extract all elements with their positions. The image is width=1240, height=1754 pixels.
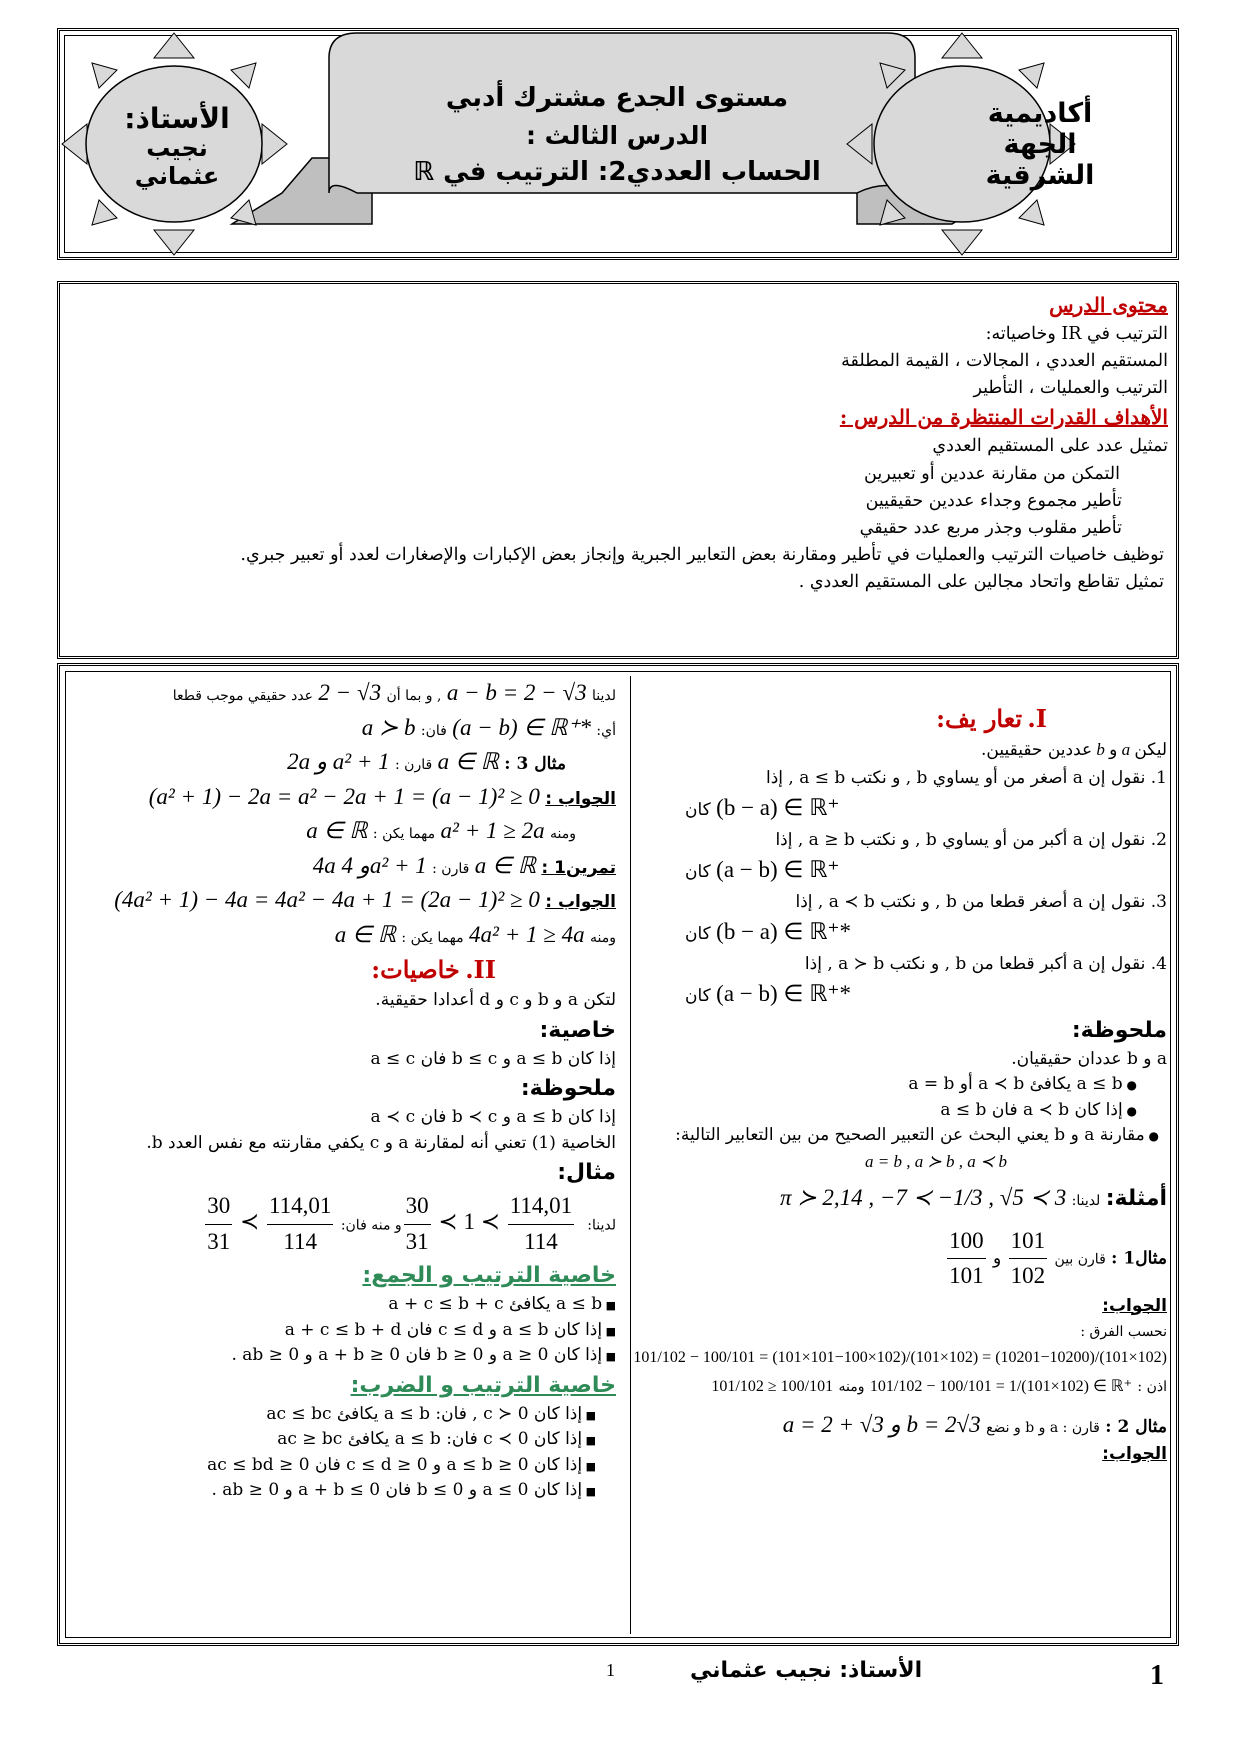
math: 4a و 4a² + 1 xyxy=(312,852,427,878)
answer-label: الجواب : xyxy=(545,788,616,809)
definition-3 xyxy=(645,890,1167,950)
content-title: محتوى الدرس xyxy=(1049,293,1168,317)
text: لدينا: xyxy=(587,1217,616,1234)
difference-line xyxy=(633,1319,1167,1370)
text: أي: xyxy=(596,722,616,739)
academy-line-3: الشرقية xyxy=(985,160,1095,192)
goal-item: توظيف خاصيات الترتيب والعمليات في تأطير ومقارنة بعض التعابير الجبرية وإنجاز بعض الإكبارات والإصغارات لعدد أو تعبير جبري. xyxy=(240,544,1164,565)
examples-title: أمثلة: xyxy=(1105,1186,1167,1211)
examples-line xyxy=(645,1181,1167,1216)
academy-line-1: أكاديمية xyxy=(987,98,1093,129)
text: لدينا xyxy=(591,688,616,704)
column-divider xyxy=(630,676,631,1634)
section-number: I. xyxy=(1027,704,1047,733)
lesson-content xyxy=(70,290,1168,596)
goal-item: تأطير مجموع وجداء عددين حقيقيين xyxy=(865,490,1122,511)
definition-4 xyxy=(645,952,1167,1012)
right-column xyxy=(633,685,1167,1468)
example-math-1: $\frac{30}{31}$ ≺ 1 ≺ $\frac{114,01}{114}$ xyxy=(402,1209,582,1234)
fraction-114-114: $\frac{114,01}{114}$ xyxy=(267,1189,333,1259)
example-3-label: مثال 3 : xyxy=(504,754,566,774)
def-text: نقول إن a أكبر قطعا من b , و نكتب a ≻ b , إذا xyxy=(804,953,1146,974)
answer-3 xyxy=(76,780,616,815)
text: ومنه xyxy=(590,929,616,946)
banner-lesson-number: الدرس الثالث : xyxy=(525,120,709,150)
properties-intro: لتكن a و b و c و d أعدادا حقيقية. xyxy=(375,990,616,1010)
def-condition: (a − b) ∈ ℝ⁺* xyxy=(716,981,852,1006)
note-intro: a و b عددان حقيقيان. xyxy=(1011,1048,1167,1069)
note-2-title: ملحوظة: xyxy=(520,1076,616,1101)
def-text: نقول إن a أصغر من أو يساوي b , و نكتب a ≤ b , إذا xyxy=(766,767,1146,788)
def-cond-label: كان xyxy=(685,862,711,882)
example-1-text: قارن بين xyxy=(1054,1251,1106,1267)
conclusion-4 xyxy=(76,918,616,953)
footer-teacher: الأستاذ: نجيب عثماني xyxy=(690,1658,923,1683)
note-item: ● مقارنة a و b يعني البحث عن التعبير الصحيح من بين التعابير التالية: xyxy=(645,1123,1167,1149)
sum-property-title: خاصية الترتيب و الجمع: xyxy=(362,1263,616,1288)
def-number: 3. xyxy=(1150,891,1167,912)
banner-lesson-title: الحساب العددي2: الترتيب في ℝ xyxy=(413,156,821,187)
goal-item: تمثيل عدد على المستقيم العددي xyxy=(932,436,1168,457)
product-property-title: خاصية الترتيب و الضرب: xyxy=(350,1372,616,1398)
example-1-label: مثال1 : xyxy=(1111,1248,1167,1268)
definition-2 xyxy=(645,828,1167,888)
note-2-text-2: الخاصية (1) تعني أنه لمقارنة a و c يكفي مقارنته مع نفس العدد b. xyxy=(146,1132,616,1153)
page-number: 1 xyxy=(1150,1660,1164,1691)
def-cond-label: كان xyxy=(685,924,711,944)
intro-text: ليكن xyxy=(1134,740,1167,760)
math: (a² + 1) − 2a = a² − 2a + 1 = (a − 1)² ≥ 0 xyxy=(148,783,540,809)
text: فان: xyxy=(420,722,447,739)
def-text: نقول إن a أكبر من أو يساوي b , و نكتب a ≥ b , إذا xyxy=(775,829,1146,850)
sum-item: ■ إذا كان a ≥ 0 و b ≥ 0 فان a + b ≥ 0 و ab ≥ 0 . xyxy=(76,1343,616,1369)
text: , و بما أن xyxy=(386,688,442,704)
answer-label: الجواب: xyxy=(1102,1295,1167,1316)
product-item: ■ إذا كان 0 ≤ a ≤ b و 0 ≤ c ≤ d فان 0 ≤ ac ≤ bd xyxy=(76,1453,616,1479)
difference-label: نحسب الفرق : xyxy=(1080,1324,1167,1340)
example-2-math: a = 2 + √3 و b = 2√3 xyxy=(782,1411,981,1437)
fraction-100-101: $\frac{100}{101}$ xyxy=(947,1224,986,1294)
academy-line-2: الجهة xyxy=(1003,129,1077,161)
def-cond-label: كان xyxy=(685,800,711,820)
def-number: 4. xyxy=(1150,953,1167,974)
example-3 xyxy=(76,745,616,780)
math: (a − b) ∈ ℝ⁺* xyxy=(452,714,592,740)
left-line-2 xyxy=(76,711,616,746)
example-line xyxy=(76,1189,616,1259)
teacher-line-3: عثماني xyxy=(134,161,220,190)
note-item: ● a ≤ b يكافئ a ≺ b أو a = b xyxy=(645,1072,1167,1098)
then-conclude: ومنه xyxy=(838,1379,865,1395)
note-item: ● إذا كان a ≺ b فان a ≤ b xyxy=(645,1098,1167,1124)
text: قارن : xyxy=(395,757,433,773)
fraction-30-31: $\frac{30}{31}$ xyxy=(404,1189,431,1259)
math: a ∈ ℝ xyxy=(306,818,368,843)
difference-math: 101/102 − 100/101 = (101×101−100×102)/(101×102) = (10201−10200)/(101×102) xyxy=(633,1348,1167,1366)
academy-name xyxy=(965,98,1115,191)
math: a ∈ ℝ xyxy=(437,749,499,774)
math: 2a و a² + 1 xyxy=(287,749,390,774)
def-text: نقول إن a أصغر قطعا من b , و نكتب a ≺ b , إذا xyxy=(795,891,1146,912)
text: مهما يكن : xyxy=(372,826,436,842)
note-title: ملحوظة: xyxy=(1071,1017,1167,1043)
product-item: ■ إذا كان a ≤ 0 و b ≤ 0 فان a + b ≤ 0 و ab ≥ 0 . xyxy=(76,1478,616,1504)
fraction-30-31: $\frac{30}{31}$ xyxy=(205,1189,232,1259)
product-item: ■ إذا كان c ≺ 0 فان: a ≤ b يكافئ ac ≥ bc xyxy=(76,1427,616,1453)
text: ومنه xyxy=(550,826,576,842)
math: a ∈ ℝ xyxy=(474,852,536,878)
property-text: إذا كان a ≤ b و b ≤ c فان a ≤ c xyxy=(370,1048,616,1069)
teacher-line-1: الأستاذ: xyxy=(124,102,230,135)
section-title: تعار يف: xyxy=(936,704,1022,733)
answer-label: الجواب : xyxy=(545,892,616,912)
text: عدد حقيقي موجب قطعا xyxy=(172,688,314,704)
text: و منه فان: xyxy=(340,1217,402,1234)
product-item: ■ إذا كان c ≻ 0 , فان: a ≤ b يكافئ ac ≤ bc xyxy=(76,1402,616,1428)
teacher-line-2: نجيب xyxy=(146,134,208,163)
math: 2 − √3 xyxy=(318,680,382,705)
math: a − b = 2 − √3 xyxy=(446,680,587,705)
def-number: 1. xyxy=(1150,767,1167,788)
def-cond-label: كان xyxy=(685,986,711,1006)
definitions-intro: ليكن a و b عددين حقيقيين. xyxy=(980,740,1167,760)
example-title: مثال: xyxy=(557,1160,616,1185)
example-2 xyxy=(645,1408,1167,1443)
intro-text: و xyxy=(1109,740,1118,760)
teacher-name-badge xyxy=(82,103,272,190)
math: a² + 1 ≥ 2a xyxy=(440,818,545,843)
conclusion-line xyxy=(645,1374,1167,1400)
math: (4a² + 1) − 4a = 4a² − 4a + 1 = (2a − 1)² ≥ 0 xyxy=(114,887,540,912)
content-line: الترتيب في IR وخاصياته: xyxy=(985,324,1168,344)
def-condition: (a − b) ∈ ℝ⁺ xyxy=(716,857,840,882)
content-line: الترتيب والعمليات ، التأطير xyxy=(973,378,1168,399)
text: قارن : xyxy=(432,860,470,877)
fraction-101-102: $\frac{101}{102}$ xyxy=(1009,1224,1048,1294)
note-choices: a = b , a ≻ b , a ≺ b xyxy=(865,1151,1007,1171)
section-2-heading xyxy=(76,952,616,988)
goals-title: الأهداف القدرات المنتظرة من الدرس : xyxy=(839,405,1168,430)
example-math-2: $\frac{30}{31}$ ≺ $\frac{114,01}{114}$ xyxy=(203,1209,335,1234)
left-line-1 xyxy=(76,676,616,711)
banner-level: مستوى الجدع مشترك أدبي xyxy=(445,83,789,113)
page-number-small: 1 xyxy=(606,1660,615,1680)
math: a ∈ ℝ xyxy=(334,921,397,947)
examples-math: π ≻ 2,14 , −7 ≺ −1/3 , √5 ≺ 3 xyxy=(780,1185,1067,1210)
exercise-1 xyxy=(76,849,616,884)
section-title: خاصيات: xyxy=(371,955,460,984)
fraction-114-114: $\frac{114,01}{114}$ xyxy=(508,1189,574,1259)
section-number: II. xyxy=(465,955,496,984)
goal-item: تمثيل تقاطع واتحاد مجالين على المستقيم العددي . xyxy=(798,572,1164,592)
conclusion-3 xyxy=(76,814,616,849)
def-condition: (b − a) ∈ ℝ⁺* xyxy=(716,919,852,944)
intro-text: عددين حقيقيين. xyxy=(980,740,1093,760)
then-result: 101/102 ≥ 100/101 xyxy=(711,1378,834,1395)
def-number: 2. xyxy=(1150,829,1167,850)
note-2-text: إذا كان a ≤ b و b ≺ c فان a ≺ c xyxy=(370,1107,616,1127)
answer-2-label: الجواب: xyxy=(1102,1444,1167,1464)
example-2-text: قارن : a و b و نضع xyxy=(986,1419,1100,1436)
math: 4a² + 1 ≥ 4a xyxy=(469,921,585,947)
answer-4 xyxy=(76,883,616,918)
examples-label: لدينا: xyxy=(1071,1193,1101,1209)
definition-1 xyxy=(645,766,1167,826)
goal-item: تأطير مقلوب وجذر مربع عدد حقيقي xyxy=(859,517,1122,538)
def-condition: (b − a) ∈ ℝ⁺ xyxy=(716,795,840,820)
content-line: المستقيم العددي ، المجالات ، القيمة المطلقة xyxy=(841,351,1168,372)
and-word: و xyxy=(993,1248,1002,1268)
then-label: اذن : xyxy=(1137,1379,1167,1395)
example-1 xyxy=(645,1224,1167,1294)
property-title: خاصية: xyxy=(539,1017,616,1043)
then-math: 101/102 − 100/101 = 1/(101×102) ∈ ℝ⁺ xyxy=(869,1378,1133,1395)
section-1-heading xyxy=(645,701,1167,737)
text: مهما يكن : xyxy=(401,929,464,946)
example-2-label: مثال 2 : xyxy=(1105,1416,1167,1437)
exercise-label: تمرين1 : xyxy=(541,857,616,878)
sum-item: ■ a ≤ b يكافئ a + c ≤ b + c xyxy=(76,1292,616,1318)
sum-item: ■ إذا كان a ≤ b و c ≤ d فان a + c ≤ b + d xyxy=(76,1318,616,1344)
goal-item: التمكن من مقارنة عددين أو تعبيرين xyxy=(864,463,1120,484)
lesson-banner xyxy=(372,80,862,192)
left-column xyxy=(76,676,616,1504)
math: a ≻ b xyxy=(361,714,416,740)
